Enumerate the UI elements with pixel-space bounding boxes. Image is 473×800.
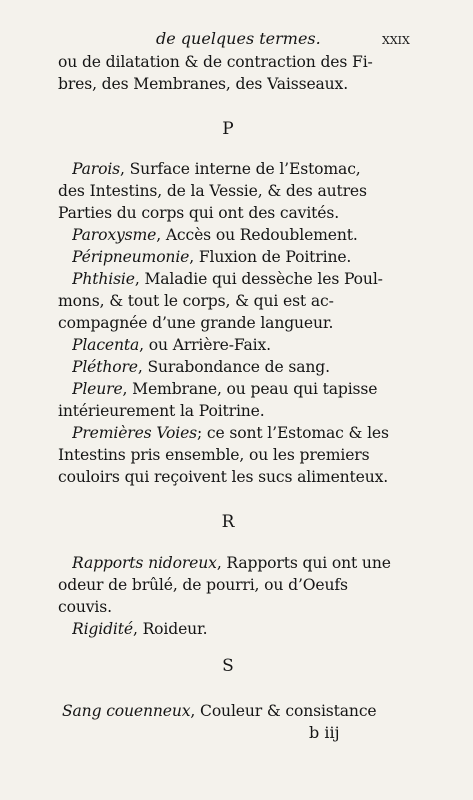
glossary-continuation-line: couvis. xyxy=(58,598,112,616)
intro-line: ou de dilatation & de contraction des Fi- xyxy=(58,53,373,71)
glossary-continuation-line: Parties du corps qui ont des cavités. xyxy=(58,204,340,222)
glossary-continuation-line: couloirs qui reçoivent les sucs alimenteux. xyxy=(58,468,389,486)
glossary-definition: , Roideur. xyxy=(132,620,208,638)
glossary-entry-line xyxy=(72,226,398,244)
glossary-definition: , Accès ou Redoublement. xyxy=(156,226,358,244)
intro-line: bres, des Membranes, des Vaisseaux. xyxy=(58,75,349,93)
section-letter-p: P xyxy=(222,119,234,139)
glossary-term: Rigidité xyxy=(72,620,133,638)
glossary-continuation-line: des Intestins, de la Vessie, & des autres xyxy=(58,182,367,200)
running-title: de quelques termes. xyxy=(156,29,321,48)
glossary-entry-line xyxy=(72,270,398,288)
signature-mark: b iij xyxy=(309,723,340,742)
glossary-term: Péripneumonie xyxy=(72,248,190,266)
glossary-entry-line xyxy=(72,358,398,376)
glossary-definition: , ou Arrière-Faix. xyxy=(139,336,271,354)
glossary-term: Sang couenneux xyxy=(62,702,191,720)
section-letter-s: S xyxy=(222,656,234,676)
glossary-continuation-line: Intestins pris ensemble, ou les premiers xyxy=(58,446,370,464)
glossary-definition: , Surface interne de l’Estomac, xyxy=(120,160,361,178)
glossary-entry-line xyxy=(72,160,398,178)
glossary-entry-line xyxy=(72,620,398,638)
page-number: xxix xyxy=(382,30,410,48)
glossary-continuation-line: intérieurement la Poitrine. xyxy=(58,402,265,420)
glossary-entry-line xyxy=(72,380,398,398)
glossary-entry-line xyxy=(72,248,398,266)
glossary-continuation-line: compagnée d’une grande langueur. xyxy=(58,314,334,332)
glossary-definition: , Rapports qui ont une xyxy=(216,554,391,572)
glossary-definition: , Fluxion de Poitrine. xyxy=(189,248,352,266)
section-letter-r: R xyxy=(221,512,235,532)
glossary-term: Rapports nidoreux xyxy=(72,554,217,572)
glossary-definition: , Surabondance de sang. xyxy=(137,358,330,376)
glossary-entry-line xyxy=(62,702,398,720)
glossary-entry-line xyxy=(72,424,398,442)
glossary-definition: , Couleur & consistance xyxy=(190,702,377,720)
glossary-term: Paroxysme xyxy=(72,226,157,244)
glossary-definition: ; ce sont l’Estomac & les xyxy=(197,424,389,442)
glossary-continuation-line: odeur de brûlé, de pourri, ou d’Oeufs xyxy=(58,576,348,594)
glossary-continuation-line: mons, & tout le corps, & qui est ac- xyxy=(58,292,334,310)
glossary-definition: , Maladie qui dessèche les Poul- xyxy=(134,270,383,288)
glossary-term: Premières Voies xyxy=(72,424,198,442)
glossary-definition: , Membrane, ou peau qui tapisse xyxy=(122,380,378,398)
glossary-term: Pléthore xyxy=(72,358,138,376)
glossary-term: Placenta xyxy=(72,336,140,354)
glossary-term: Parois xyxy=(72,160,121,178)
glossary-term: Pleure xyxy=(72,380,123,398)
glossary-term: Phthisie xyxy=(72,270,135,288)
glossary-entry-line xyxy=(72,554,398,572)
glossary-entry-line xyxy=(72,336,398,354)
